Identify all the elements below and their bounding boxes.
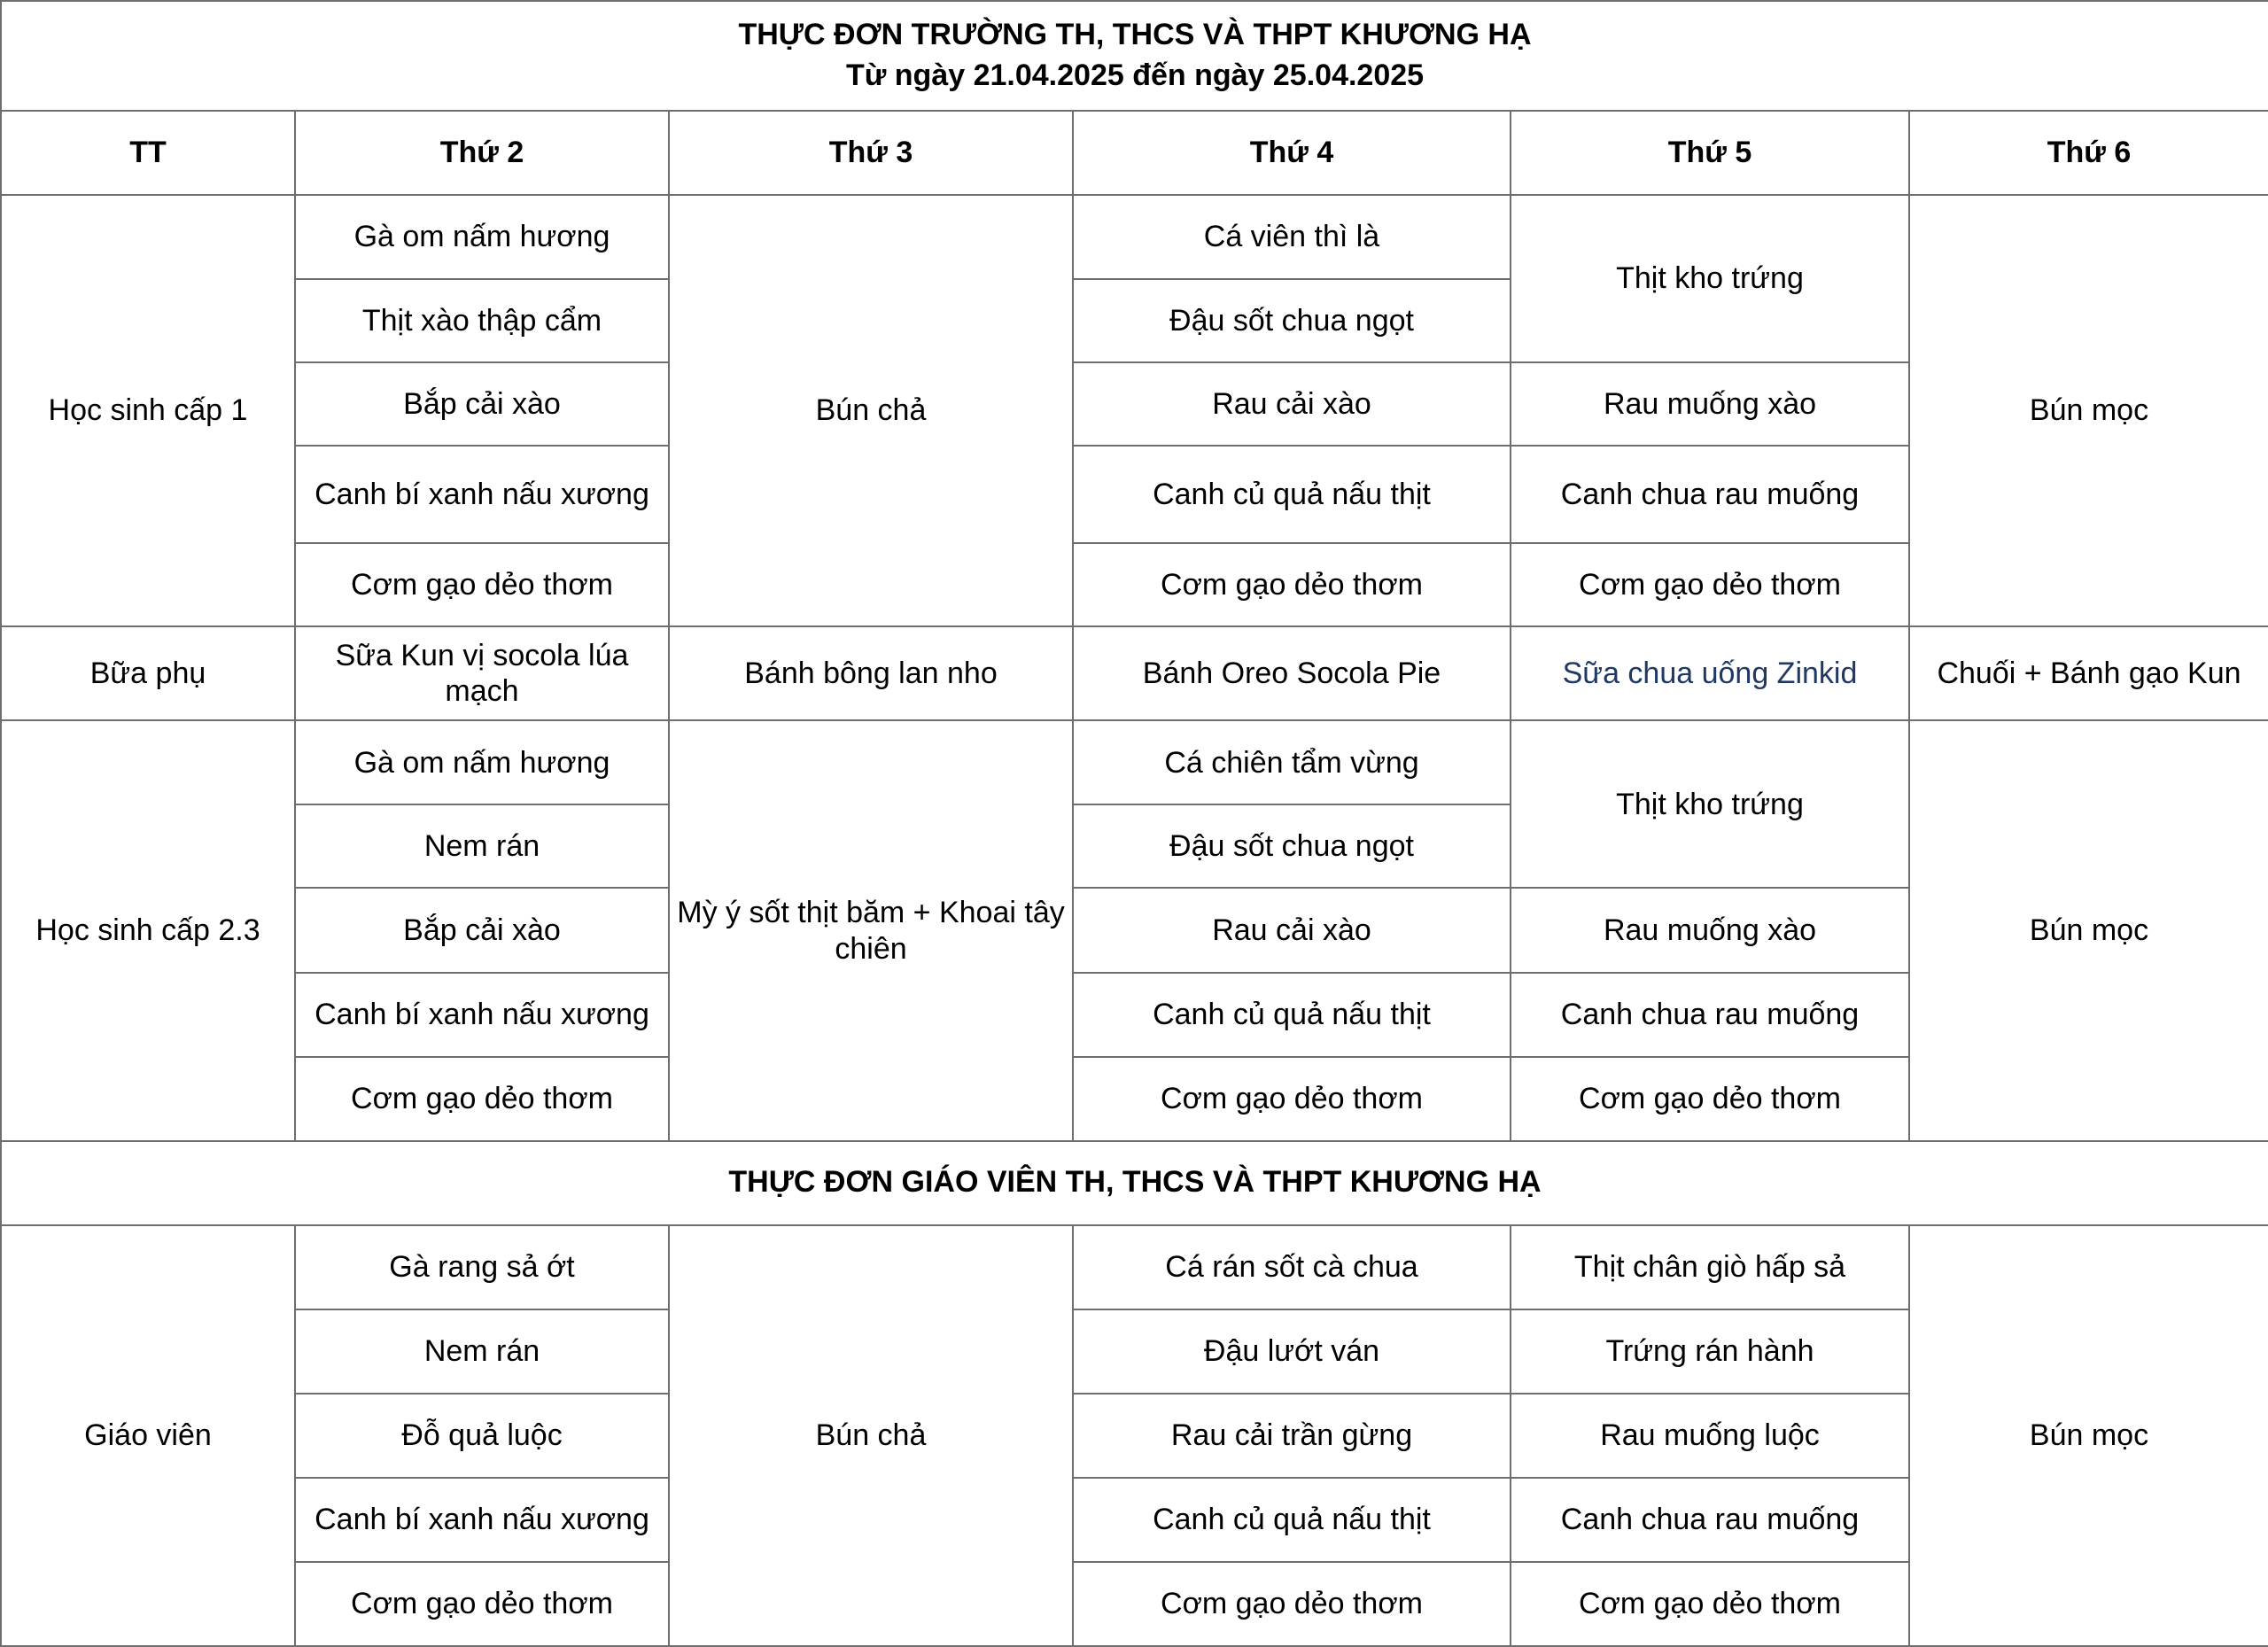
- gv-thu2-dish: Cơm gạo dẻo thơm: [295, 1562, 669, 1646]
- cap1-thu5-dish: Thịt kho trứng: [1511, 195, 1909, 362]
- cap1-thu4-dish: Rau cải xào: [1073, 362, 1511, 446]
- row-label-bua-phu: Bữa phụ: [1, 626, 295, 720]
- cap23-thu5-dish: Rau muống xào: [1511, 888, 1909, 972]
- cap1-thu2-dish: Gà om nấm hương: [295, 195, 669, 279]
- cap1-thu6-dish: Bún mọc: [1909, 195, 2268, 626]
- cap23-thu4-dish: Cá chiên tẩm vừng: [1073, 720, 1511, 804]
- cap1-thu5-dish: Cơm gạo dẻo thơm: [1511, 543, 1909, 626]
- cap1-thu2-dish: Thịt xào thập cẩm: [295, 279, 669, 362]
- header-thu3: Thứ 3: [669, 111, 1073, 195]
- cap23-thu4-dish: Rau cải xào: [1073, 888, 1511, 972]
- row-label-giao-vien: Giáo viên: [1, 1225, 295, 1646]
- cap23-thu2-dish: Canh bí xanh nấu xương: [295, 973, 669, 1057]
- gv-thu5-dish: Cơm gạo dẻo thơm: [1511, 1562, 1909, 1646]
- gv-thu3-dish: Bún chả: [669, 1225, 1073, 1646]
- header-thu4: Thứ 4: [1073, 111, 1511, 195]
- bua-phu-thu4: Bánh Oreo Socola Pie: [1073, 626, 1511, 720]
- cap23-thu4-dish: Cơm gạo dẻo thơm: [1073, 1057, 1511, 1141]
- row-label-cap1: Học sinh cấp 1: [1, 195, 295, 626]
- gv-thu6-dish: Bún mọc: [1909, 1225, 2268, 1646]
- header-row: [1, 111, 2268, 195]
- cap23-thu4-dish: Đậu sốt chua ngọt: [1073, 804, 1511, 888]
- gv-thu5-dish: Canh chua rau muống: [1511, 1478, 1909, 1562]
- gv-thu2-dish: Nem rán: [295, 1309, 669, 1394]
- gv-thu2-dish: Canh bí xanh nấu xương: [295, 1478, 669, 1562]
- menu-title: [1, 1, 2268, 111]
- cap1-thu4-dish: Đậu sốt chua ngọt: [1073, 279, 1511, 362]
- gv-thu4-dish: Cơm gạo dẻo thơm: [1073, 1562, 1511, 1646]
- gv-thu2-dish: Gà rang sả ớt: [295, 1225, 669, 1309]
- gv-thu4-dish: Rau cải trần gừng: [1073, 1394, 1511, 1478]
- bua-phu-thu5: Sữa chua uống Zinkid: [1511, 626, 1909, 720]
- cap23-thu5-dish: Thịt kho trứng: [1511, 720, 1909, 888]
- cap1-thu2-dish: Bắp cải xào: [295, 362, 669, 446]
- bua-phu-thu6: Chuối + Bánh gạo Kun: [1909, 626, 2268, 720]
- cap23-thu6-dish: Bún mọc: [1909, 720, 2268, 1140]
- cap23-thu2-dish: Gà om nấm hương: [295, 720, 669, 804]
- cap23-thu2-dish: Bắp cải xào: [295, 888, 669, 972]
- gv-thu5-dish: Trứng rán hành: [1511, 1309, 1909, 1394]
- cap1-thu2-dish: Cơm gạo dẻo thơm: [295, 543, 669, 626]
- title-line-2: Từ ngày 21.04.2025 đến ngày 25.04.2025: [845, 58, 1425, 93]
- cap23-thu5-dish: Canh chua rau muống: [1511, 973, 1909, 1057]
- cap23-thu5-dish: Cơm gạo dẻo thơm: [1511, 1057, 1909, 1141]
- bua-phu-row: [1, 626, 2268, 720]
- cap1-thu4-dish: Canh củ quả nấu thịt: [1073, 446, 1511, 543]
- cap1-thu5-dish: Rau muống xào: [1511, 362, 1909, 446]
- gv-thu5-dish: Thịt chân giò hấp sả: [1511, 1225, 1909, 1309]
- cap1-thu4-dish: Cơm gạo dẻo thơm: [1073, 543, 1511, 626]
- header-thu5: Thứ 5: [1511, 111, 1909, 195]
- cap23-thu4-dish: Canh củ quả nấu thịt: [1073, 973, 1511, 1057]
- header-thu2: Thứ 2: [295, 111, 669, 195]
- header-thu6: Thứ 6: [1909, 111, 2268, 195]
- cap23-thu2-dish: Nem rán: [295, 804, 669, 888]
- cap23-thu3-dish: Mỳ ý sốt thịt băm + Khoai tây chiên: [669, 720, 1073, 1140]
- cap1-thu2-dish: Canh bí xanh nấu xương: [295, 446, 669, 543]
- cap1-thu5-dish: Canh chua rau muống: [1511, 446, 1909, 543]
- gv-thu4-dish: Đậu lướt ván: [1073, 1309, 1511, 1394]
- gv-thu2-dish: Đỗ quả luộc: [295, 1394, 669, 1478]
- gv-thu4-dish: Canh củ quả nấu thịt: [1073, 1478, 1511, 1562]
- row-label-cap23: Học sinh cấp 2.3: [1, 720, 295, 1140]
- gv-thu5-dish: Rau muống luộc: [1511, 1394, 1909, 1478]
- cap1-thu3-dish: Bún chả: [669, 195, 1073, 626]
- teacher-menu-title: THỰC ĐƠN GIÁO VIÊN TH, THCS VÀ THPT KHƯƠNG HẠ: [1, 1141, 2268, 1225]
- bua-phu-thu2: Sữa Kun vị socola lúa mạch: [295, 626, 669, 720]
- cap23-thu2-dish: Cơm gạo dẻo thơm: [295, 1057, 669, 1141]
- gv-thu4-dish: Cá rán sốt cà chua: [1073, 1225, 1511, 1309]
- cap1-thu4-dish: Cá viên thì là: [1073, 195, 1511, 279]
- header-tt: TT: [1, 111, 295, 195]
- title-line-1: THỰC ĐƠN TRƯỜNG TH, THCS VÀ THPT KHƯƠNG HẠ: [738, 18, 1532, 52]
- bua-phu-thu3: Bánh bông lan nho: [669, 626, 1073, 720]
